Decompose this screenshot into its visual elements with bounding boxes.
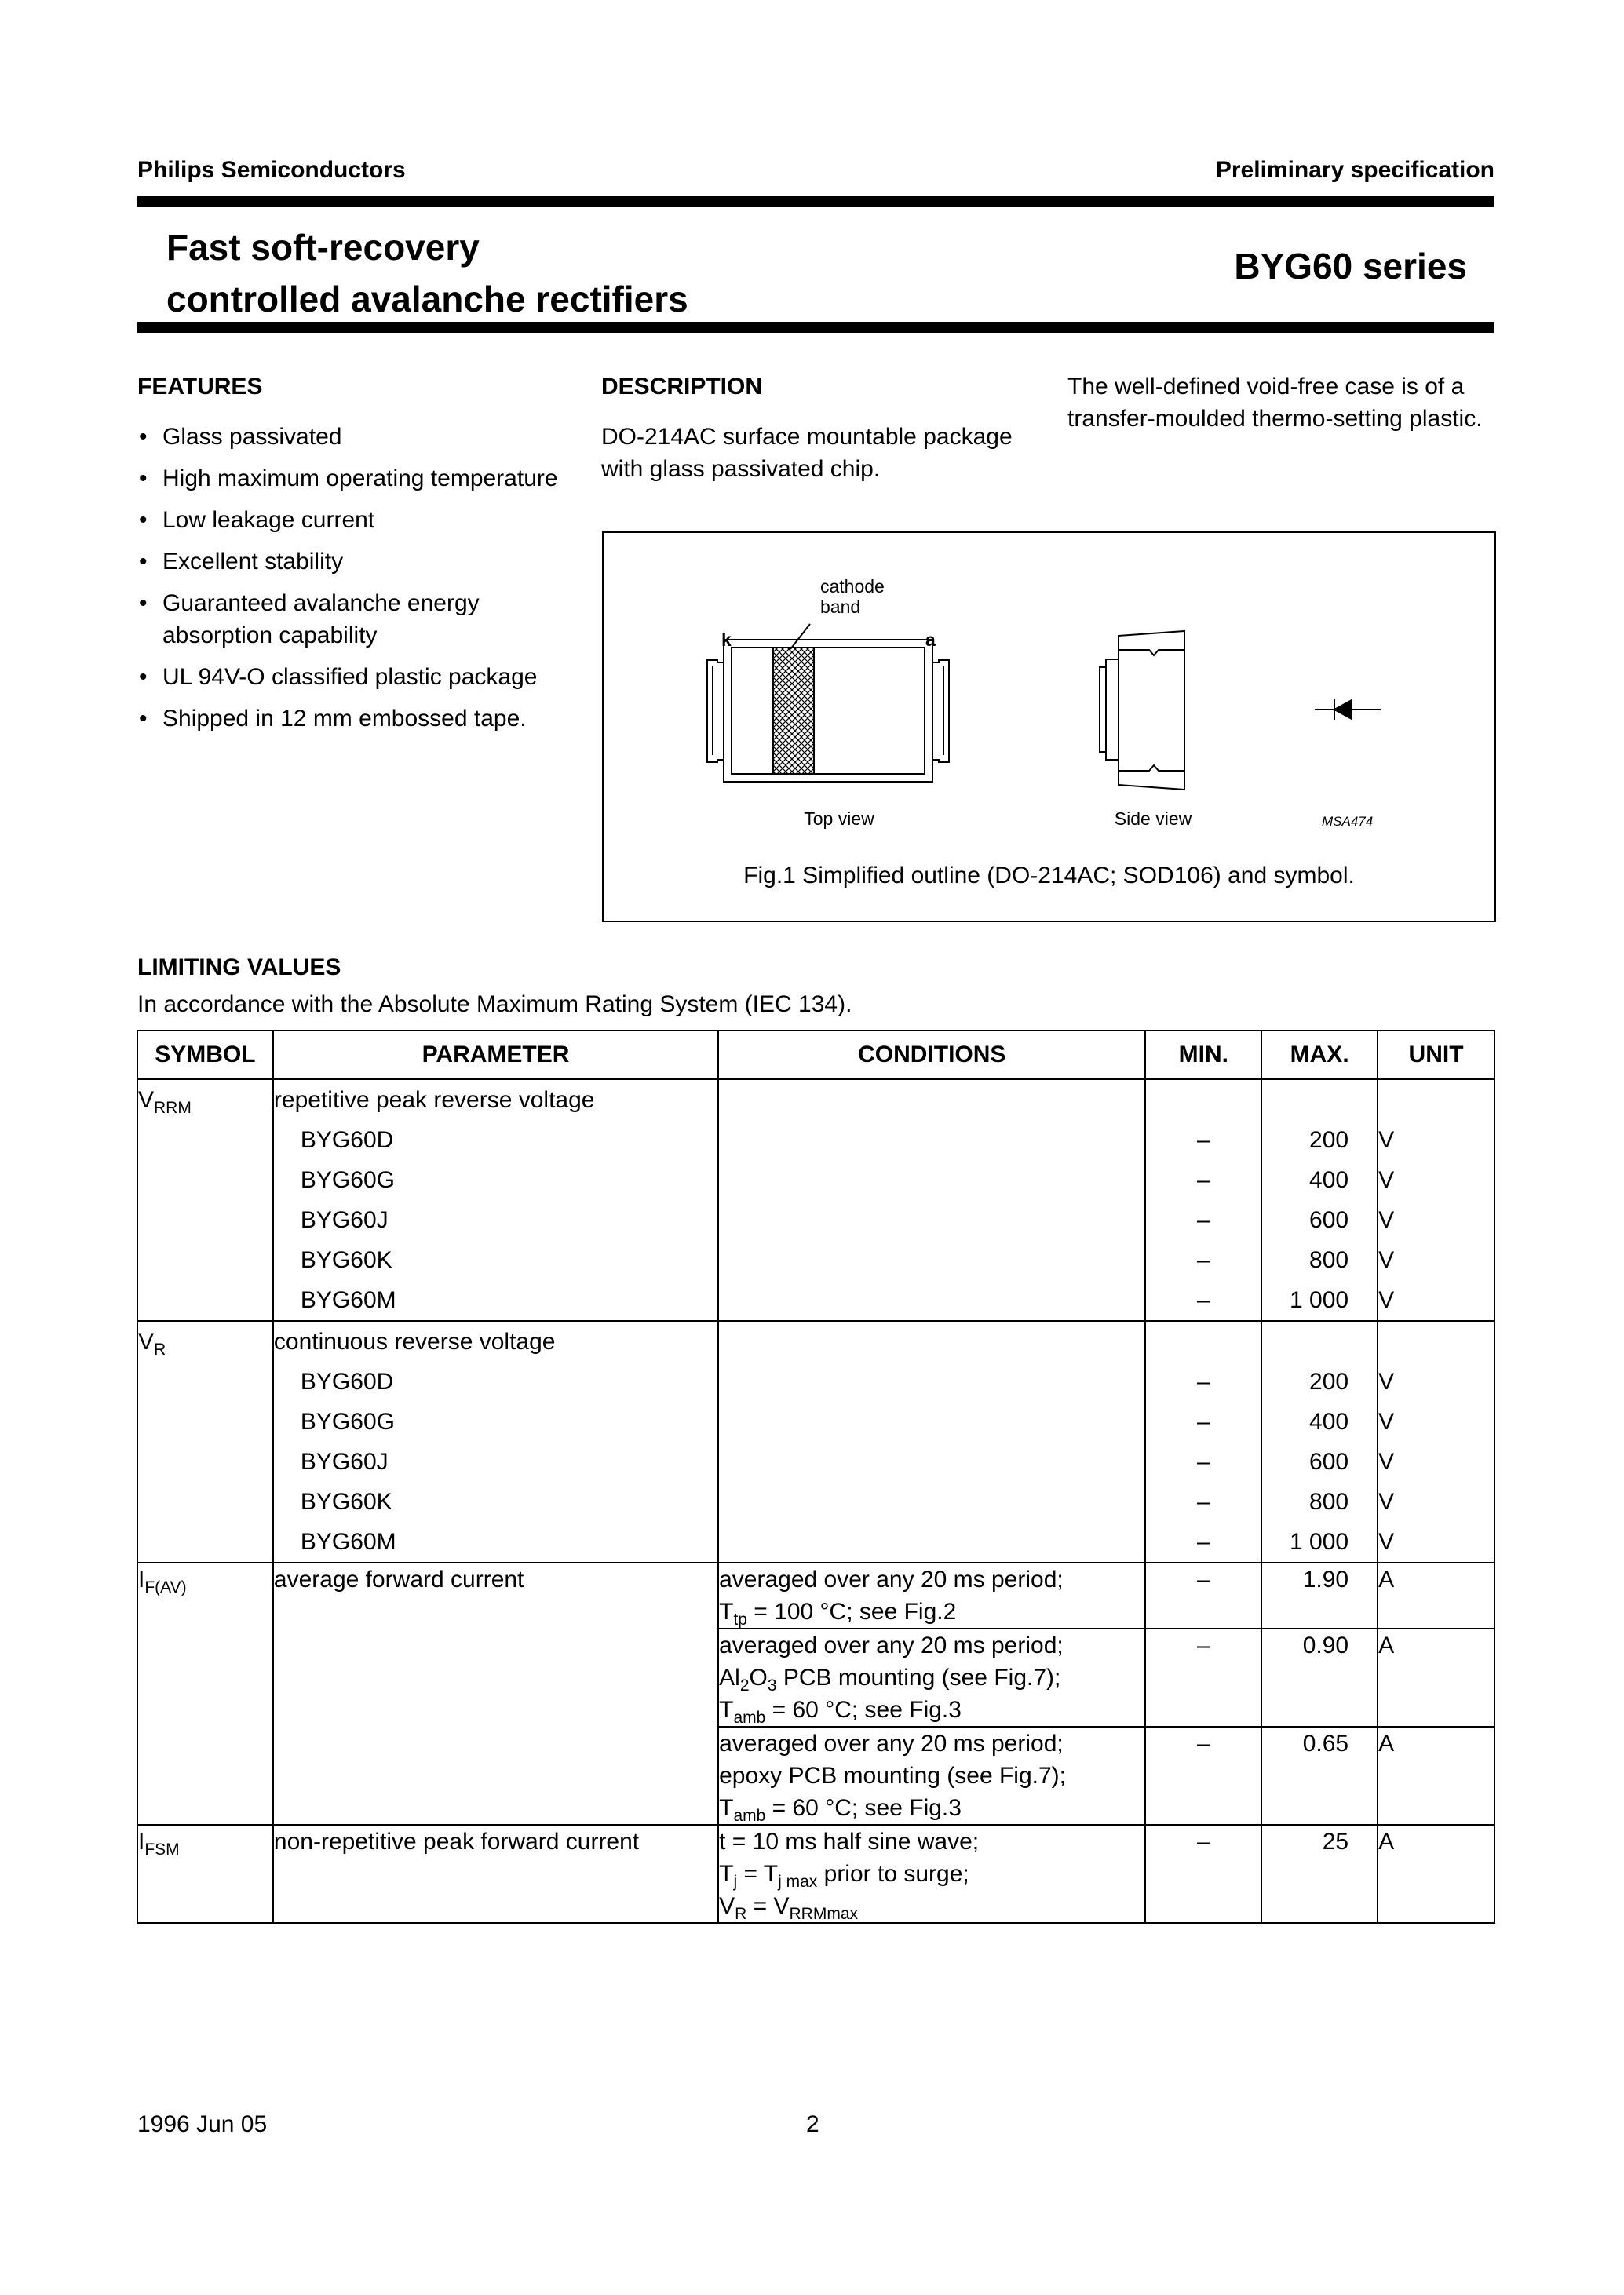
conditions-cell: averaged over any 20 ms period; $T_{tp} = 100$ °C; see Fig.2 (718, 1563, 1145, 1629)
unit-cell: A (1378, 1825, 1494, 1923)
unit-cell: V V V V V (1378, 1079, 1494, 1321)
series-name: BYG60 series (1234, 246, 1467, 286)
title-rule (137, 322, 1494, 333)
symbol-cell: $I_{F(AV)}$ (137, 1563, 273, 1825)
list-item: • UL 94V-O classified plastic package (137, 661, 577, 693)
cathode-label-1: cathode (820, 576, 885, 597)
side-view-drawing (1100, 631, 1184, 790)
parameter-cell: repetitive peak reverse voltage BYG60D BYG60G BYG60J BYG60K BYG60M (273, 1079, 718, 1321)
symbol-cell: $V_R$ (137, 1321, 273, 1563)
description-text-1: DO-214AC surface mountable package with glass passivated chip. (601, 424, 1013, 482)
header-doc-type: Preliminary specification (1215, 157, 1494, 183)
conditions-cell: t = 10 ms half sine wave; $T_j = T_{j max}$ prior to surge; $V_R = V_{RRMmax}$ (718, 1825, 1145, 1923)
figure-code: MSA474 (1322, 814, 1374, 829)
conditions-cell: averaged over any 20 ms period; $Al_2O_3$ PCB mounting (see Fig.7); $T_{amb} = 60$ °C; see Fig.3 (718, 1629, 1145, 1727)
col-unit: UNIT (1378, 1031, 1494, 1079)
limiting-values-table (137, 1030, 1495, 1924)
list-item: • Glass passivated (137, 421, 577, 453)
min-cell: – (1145, 1727, 1261, 1825)
unit-cell: A (1378, 1727, 1494, 1825)
side-view-label: Side view (1114, 808, 1192, 829)
unit-cell: A (1378, 1629, 1494, 1727)
diode-symbol-icon (1315, 699, 1381, 720)
page-number: 2 (806, 2111, 819, 2137)
footer-date: 1996 Jun 05 (137, 2111, 268, 2137)
list-item: • High maximum operating temperature (137, 462, 577, 494)
top-view-label: Top view (804, 808, 874, 829)
min-cell: – – – – – (1145, 1321, 1261, 1563)
symbol-cell: $V_{RRM}$ (137, 1079, 273, 1321)
description-heading: DESCRIPTION (601, 374, 763, 400)
top-view-drawing (707, 624, 949, 782)
table-row (137, 1563, 1494, 1629)
list-item: • Low leakage current (137, 504, 577, 536)
col-symbol: SYMBOL (137, 1031, 273, 1079)
description-text-2: The well-defined void-free case is of a transfer-moulded thermo-setting plastic. (1067, 374, 1483, 432)
conditions-cell (718, 1321, 1145, 1563)
features-section (137, 374, 577, 744)
features-heading: FEATURES (137, 374, 263, 400)
header-company: Philips Semiconductors (137, 157, 406, 183)
max-cell: 200 400 600 800 1 000 (1261, 1079, 1378, 1321)
cathode-label-2: band (820, 597, 861, 617)
page-title (166, 221, 688, 325)
list-item: • Guaranteed avalanche energy absorption capability (137, 587, 577, 651)
parameter-cell: non-repetitive peak forward current (273, 1825, 718, 1923)
k-label: k (721, 629, 732, 650)
figure-caption: Fig.1 Simplified outline (DO-214AC; SOD106) and symbol. (743, 863, 1355, 888)
min-cell: – (1145, 1629, 1261, 1727)
limiting-values-heading: LIMITING VALUES (137, 954, 341, 980)
list-item: • Excellent stability (137, 545, 577, 578)
a-label: a (925, 629, 936, 650)
parameter-cell: continuous reverse voltage BYG60D BYG60G BYG60J BYG60K BYG60M (273, 1321, 718, 1563)
max-cell: 25 (1261, 1825, 1378, 1923)
table-header-row (137, 1031, 1494, 1079)
col-max: MAX. (1261, 1031, 1378, 1079)
features-list (137, 421, 577, 735)
conditions-cell (718, 1079, 1145, 1321)
header-rule (137, 196, 1494, 207)
max-cell: 0.65 (1261, 1727, 1378, 1825)
max-cell: 0.90 (1261, 1629, 1378, 1727)
unit-cell: V V V V V (1378, 1321, 1494, 1563)
limiting-values-subtitle: In accordance with the Absolute Maximum Rating System (IEC 134). (137, 991, 852, 1017)
max-cell: 200 400 600 800 1 000 (1261, 1321, 1378, 1563)
col-min: MIN. (1145, 1031, 1261, 1079)
title-line-1: Fast soft-recovery (166, 227, 480, 268)
table-row (137, 1321, 1494, 1563)
table-row (137, 1825, 1494, 1923)
symbol-cell: $I_{FSM}$ (137, 1825, 273, 1923)
min-cell: – – – – – (1145, 1079, 1261, 1321)
description-section (601, 374, 1025, 485)
parameter-cell: average forward current (273, 1563, 718, 1825)
list-item: • Shipped in 12 mm embossed tape. (137, 702, 577, 735)
conditions-cell: averaged over any 20 ms period; epoxy PCB mounting (see Fig.7); $T_{amb} = 60$ °C; see Fig.3 (718, 1727, 1145, 1825)
figure-outline (602, 531, 1496, 922)
min-cell: – (1145, 1825, 1261, 1923)
max-cell: 1.90 (1261, 1563, 1378, 1629)
col-conditions: CONDITIONS (718, 1031, 1145, 1079)
table-row (137, 1079, 1494, 1321)
min-cell: – (1145, 1563, 1261, 1629)
col-parameter: PARAMETER (273, 1031, 718, 1079)
title-line-2: controlled avalanche rectifiers (166, 279, 688, 319)
unit-cell: A (1378, 1563, 1494, 1629)
